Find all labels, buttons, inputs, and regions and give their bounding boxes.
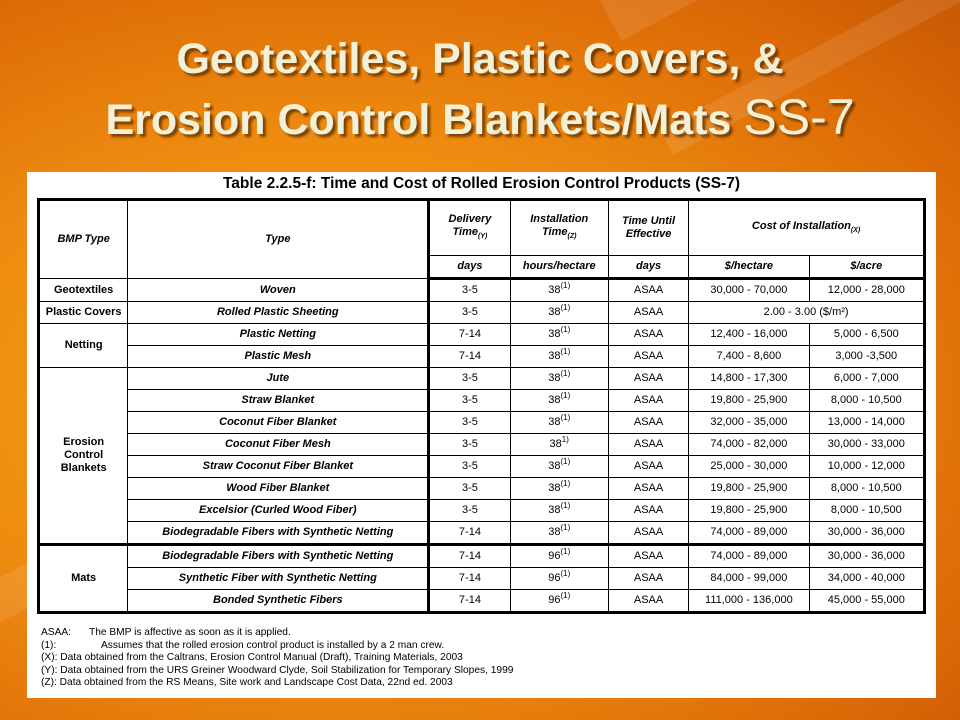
unit-effective: days <box>608 256 688 279</box>
cell-acre: 30,000 - 36,000 <box>809 545 924 568</box>
table-row <box>39 500 925 522</box>
cell-type: Coconut Fiber Mesh <box>128 434 429 456</box>
cell-install <box>510 568 608 590</box>
slide-title-line-2-text: Erosion Control Blankets/Mats <box>105 96 732 144</box>
note-text: The BMP is affective as soon as it is applied. <box>89 627 291 638</box>
cell-delivery: 7-14 <box>429 590 510 613</box>
cell-install-note: (1) <box>560 479 571 488</box>
cell-type: Plastic Mesh <box>128 346 429 368</box>
header-type: Type <box>128 200 429 279</box>
group-erosion-control-blankets-label: Erosion Control Blankets <box>60 436 107 474</box>
cell-delivery: 3-5 <box>429 412 510 434</box>
table-row <box>39 412 925 434</box>
cell-install-note: 1) <box>561 435 569 444</box>
group-plastic-covers: Plastic Covers <box>39 302 128 324</box>
cell-install-note: (1) <box>560 501 571 510</box>
cell-effective: ASAA <box>608 390 688 412</box>
cell-install-note: (1) <box>560 569 571 578</box>
group-erosion-control-blankets <box>39 368 128 545</box>
cell-hectare: 19,800 - 25,900 <box>689 478 809 500</box>
table-row <box>39 522 925 545</box>
table-notes <box>41 627 921 690</box>
cell-install-note: (1) <box>560 347 571 356</box>
header-delivery-time-ref: (Y) <box>478 233 488 241</box>
cell-combined-cost: 2.00 - 3.00 ($/m²) <box>689 302 925 324</box>
cell-install <box>510 368 608 390</box>
cell-install-value: 38 <box>548 328 561 340</box>
cell-acre: 8,000 - 10,500 <box>809 390 924 412</box>
cell-effective: ASAA <box>608 279 688 302</box>
cell-install-value: 38 <box>548 460 561 472</box>
cell-acre: 45,000 - 55,000 <box>809 590 924 613</box>
cell-install <box>510 390 608 412</box>
cell-install-value: 96 <box>548 594 561 606</box>
header-time-until-effective: Time Until Effective <box>608 200 688 256</box>
cell-install-note: (1) <box>560 281 571 290</box>
cell-acre: 8,000 - 10,500 <box>809 478 924 500</box>
cell-install <box>510 302 608 324</box>
group-netting: Netting <box>39 324 128 368</box>
cell-install <box>510 279 608 302</box>
cell-install <box>510 324 608 346</box>
cell-install-value: 38 <box>548 306 561 318</box>
group-mats: Mats <box>39 545 128 613</box>
cell-delivery: 3-5 <box>429 434 510 456</box>
header-delivery-time-label: Delivery Time <box>448 213 492 239</box>
table-row <box>39 390 925 412</box>
cell-install-value: 38 <box>548 372 561 384</box>
cell-install-note: (1) <box>560 523 571 532</box>
cell-install-value: 38 <box>549 438 562 450</box>
cell-acre: 10,000 - 12,000 <box>809 456 924 478</box>
cell-effective: ASAA <box>608 590 688 613</box>
cell-install <box>510 522 608 545</box>
cell-install-value: 38 <box>548 482 561 494</box>
table-row <box>39 456 925 478</box>
cell-install-value: 38 <box>548 394 561 406</box>
cell-type: Wood Fiber Blanket <box>128 478 429 500</box>
cell-delivery: 3-5 <box>429 478 510 500</box>
group-geotextiles: Geotextiles <box>39 279 128 302</box>
header-cost-ref: (X) <box>850 226 861 234</box>
cell-delivery: 3-5 <box>429 279 510 302</box>
cell-effective: ASAA <box>608 346 688 368</box>
table-row <box>39 324 925 346</box>
note-z: (Z): Data obtained from the RS Means, Site work and Landscape Cost Data, 22nd ed. 2003 <box>41 677 453 688</box>
cell-type: Biodegradable Fibers with Synthetic Netting <box>128 522 429 545</box>
cell-install <box>510 346 608 368</box>
cell-type: Rolled Plastic Sheeting <box>128 302 429 324</box>
cell-install-note: (1) <box>560 303 571 312</box>
cell-delivery: 7-14 <box>429 545 510 568</box>
cell-delivery: 3-5 <box>429 456 510 478</box>
cell-install-value: 38 <box>548 504 561 516</box>
cell-install-note: (1) <box>560 547 571 556</box>
cell-hectare: 74,000 - 89,000 <box>689 545 809 568</box>
cell-type: Woven <box>128 279 429 302</box>
cell-effective: ASAA <box>608 324 688 346</box>
cell-install-note: (1) <box>560 591 571 600</box>
header-cost-of-installation <box>689 200 925 256</box>
cell-effective: ASAA <box>608 568 688 590</box>
table-row <box>39 568 925 590</box>
cell-type: Jute <box>128 368 429 390</box>
cell-effective: ASAA <box>608 302 688 324</box>
slide-title-line-1: Geotextiles, Plastic Covers, & <box>176 35 784 83</box>
note-1 <box>41 640 921 653</box>
cell-install-note: (1) <box>560 391 571 400</box>
cell-install <box>510 590 608 613</box>
note-key: (1): <box>41 639 57 651</box>
cell-effective: ASAA <box>608 368 688 390</box>
cell-hectare: 30,000 - 70,000 <box>689 279 809 302</box>
unit-per-hectare: $/hectare <box>689 256 809 279</box>
header-installation-time-label: Installation Time <box>530 213 589 239</box>
cell-delivery: 7-14 <box>429 522 510 545</box>
cell-effective: ASAA <box>608 478 688 500</box>
slide-title <box>0 30 960 149</box>
header-installation-time-ref: (Z) <box>567 233 577 241</box>
cell-hectare: 19,800 - 25,900 <box>689 390 809 412</box>
unit-per-acre: $/acre <box>809 256 924 279</box>
table-row <box>39 478 925 500</box>
slide-title-code: SS-7 <box>743 89 855 145</box>
cell-hectare: 32,000 - 35,000 <box>689 412 809 434</box>
cell-type: Biodegradable Fibers with Synthetic Netting <box>128 545 429 568</box>
cell-install <box>510 412 608 434</box>
cell-effective: ASAA <box>608 522 688 545</box>
cell-acre: 12,000 - 28,000 <box>809 279 924 302</box>
cell-hectare: 25,000 - 30,000 <box>689 456 809 478</box>
cell-type: Excelsior (Curled Wood Fiber) <box>128 500 429 522</box>
cell-type: Synthetic Fiber with Synthetic Netting <box>128 568 429 590</box>
note-x: (X): Data obtained from the Caltrans, Erosion Control Manual (Draft), Training Materials, 2003 <box>41 652 463 663</box>
cell-install-note: (1) <box>560 413 571 422</box>
cell-acre: 13,000 - 14,000 <box>809 412 924 434</box>
cell-install <box>510 478 608 500</box>
cell-acre: 30,000 - 33,000 <box>809 434 924 456</box>
cell-acre: 34,000 - 40,000 <box>809 568 924 590</box>
note-y: (Y): Data obtained from the URS Greiner Woodward Clyde, Soil Stabilization for Temporary Slopes, 1999 <box>41 664 514 676</box>
cell-hectare: 74,000 - 82,000 <box>689 434 809 456</box>
header-bmp-type: BMP Type <box>39 200 128 279</box>
cell-install-value: 96 <box>548 572 561 584</box>
table-sheet <box>27 172 936 698</box>
cell-acre: 8,000 - 10,500 <box>809 500 924 522</box>
cell-hectare: 19,800 - 25,900 <box>689 500 809 522</box>
cell-delivery: 7-14 <box>429 568 510 590</box>
slide-title-line-2 <box>0 88 960 149</box>
table-row <box>39 302 925 324</box>
cell-delivery: 7-14 <box>429 324 510 346</box>
note-key: ASAA: <box>41 627 72 638</box>
cell-install <box>510 545 608 568</box>
cell-effective: ASAA <box>608 500 688 522</box>
cell-install <box>510 456 608 478</box>
cell-type: Bonded Synthetic Fibers <box>128 590 429 613</box>
cell-acre: 30,000 - 36,000 <box>809 522 924 545</box>
table-row <box>39 279 925 302</box>
note-text: Assumes that the rolled erosion control product is installed by a 2 man crew. <box>101 639 445 651</box>
cell-delivery: 3-5 <box>429 302 510 324</box>
cell-install-value: 38 <box>548 350 561 362</box>
cell-acre: 3,000 -3,500 <box>809 346 924 368</box>
table-row <box>39 545 925 568</box>
cell-hectare: 7,400 - 8,600 <box>689 346 809 368</box>
cell-hectare: 84,000 - 99,000 <box>689 568 809 590</box>
cell-install-note: (1) <box>560 325 571 334</box>
table-row <box>39 368 925 390</box>
cell-install-note: (1) <box>560 369 571 378</box>
cell-effective: ASAA <box>608 545 688 568</box>
cell-install-value: 38 <box>548 416 561 428</box>
cell-install-value: 38 <box>548 284 561 296</box>
cell-install-value: 96 <box>548 550 561 562</box>
cell-type: Straw Coconut Fiber Blanket <box>128 456 429 478</box>
cell-type: Straw Blanket <box>128 390 429 412</box>
cell-hectare: 14,800 - 17,300 <box>689 368 809 390</box>
cell-effective: ASAA <box>608 412 688 434</box>
cell-delivery: 3-5 <box>429 368 510 390</box>
unit-installation: hours/hectare <box>510 256 608 279</box>
cell-install-value: 38 <box>548 526 561 538</box>
cell-effective: ASAA <box>608 434 688 456</box>
cell-effective: ASAA <box>608 456 688 478</box>
cell-type: Coconut Fiber Blanket <box>128 412 429 434</box>
header-installation-time <box>510 200 608 256</box>
table-row <box>39 434 925 456</box>
header-delivery-time <box>429 200 510 256</box>
cell-hectare: 12,400 - 16,000 <box>689 324 809 346</box>
cell-acre: 6,000 - 7,000 <box>809 368 924 390</box>
table-row <box>39 346 925 368</box>
cell-delivery: 3-5 <box>429 500 510 522</box>
cell-type: Plastic Netting <box>128 324 429 346</box>
unit-delivery: days <box>429 256 510 279</box>
cell-delivery: 3-5 <box>429 390 510 412</box>
cell-install <box>510 434 608 456</box>
header-cost-label: Cost of Installation <box>751 219 851 232</box>
cell-hectare: 111,000 - 136,000 <box>689 590 809 613</box>
cell-acre: 5,000 - 6,500 <box>809 324 924 346</box>
cell-install-note: (1) <box>560 457 571 466</box>
table-caption: Table 2.2.5-f: Time and Cost of Rolled Erosion Control Products (SS-7) <box>222 175 740 192</box>
cell-install <box>510 500 608 522</box>
cell-delivery: 7-14 <box>429 346 510 368</box>
cell-hectare: 74,000 - 89,000 <box>689 522 809 545</box>
cost-table <box>37 198 926 614</box>
table-row <box>39 590 925 613</box>
note-asaa <box>41 627 921 640</box>
table-header-row <box>39 200 925 256</box>
